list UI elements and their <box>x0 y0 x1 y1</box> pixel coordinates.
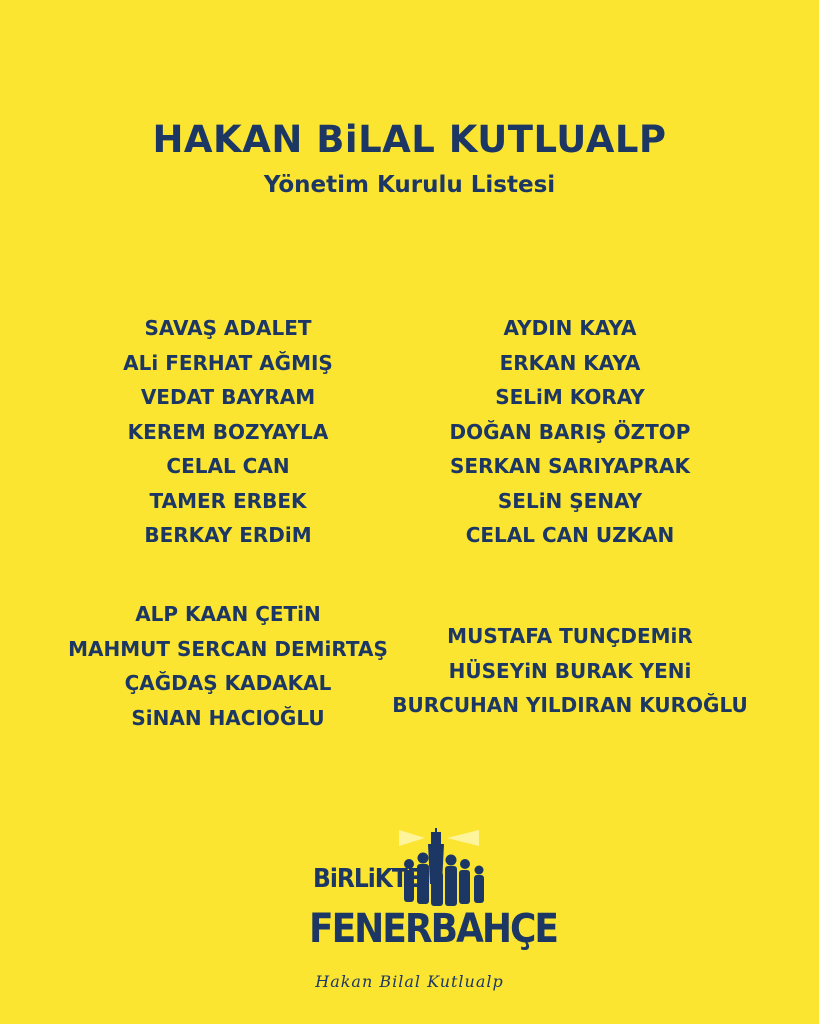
list-item: SERKAN SARIYAPRAK <box>450 454 690 478</box>
board-list-right-top <box>360 311 780 553</box>
list-item: DOĞAN BARIŞ ÖZTOP <box>449 419 691 444</box>
list-item: ALP KAAN ÇETiN <box>135 602 321 626</box>
list-item: ALi FERHAT AĞMIŞ <box>123 350 333 375</box>
list-item: BURCUHAN YILDIRAN KUROĞLU <box>392 693 748 717</box>
list-item: MAHMUT SERCAN DEMiRTAŞ <box>68 636 388 661</box>
list-item: TAMER ERBEK <box>149 488 307 513</box>
list-item: KEREM BOZYAYLA <box>127 419 329 444</box>
page-subtitle: Yönetim Kurulu Listesi <box>263 172 556 198</box>
list-item: ÇAĞDAŞ KADAKAL <box>124 671 332 695</box>
list-item: ERKAN KAYA <box>499 350 641 375</box>
list-item: SELiM KORAY <box>495 385 645 409</box>
logo-text-birlikte: BiRLiKTE <box>313 864 422 894</box>
list-item: CELAL CAN <box>166 454 290 478</box>
list-item: HÜSEYiN BURAK YENi <box>448 658 692 683</box>
logo-text-fenerbahce: FENERBAHÇE <box>309 906 557 952</box>
list-item: BERKAY ERDiM <box>144 523 312 547</box>
list-item: SELiN ŞENAY <box>497 488 643 513</box>
list-item: SAVAŞ ADALET <box>144 316 312 340</box>
list-item: VEDAT BAYRAM <box>140 385 316 409</box>
list-item: SiNAN HACIOĞLU <box>131 705 325 730</box>
list-item: MUSTAFA TUNÇDEMiR <box>447 624 693 648</box>
list-item: CELAL CAN UZKAN <box>465 523 675 547</box>
page-title: HAKAN BiLAL KUTLUALP <box>152 118 667 161</box>
logo-signature: Hakan Bilal Kutlualp <box>315 972 504 991</box>
board-list-right-bottom <box>360 619 780 723</box>
list-item: AYDIN KAYA <box>503 316 637 340</box>
